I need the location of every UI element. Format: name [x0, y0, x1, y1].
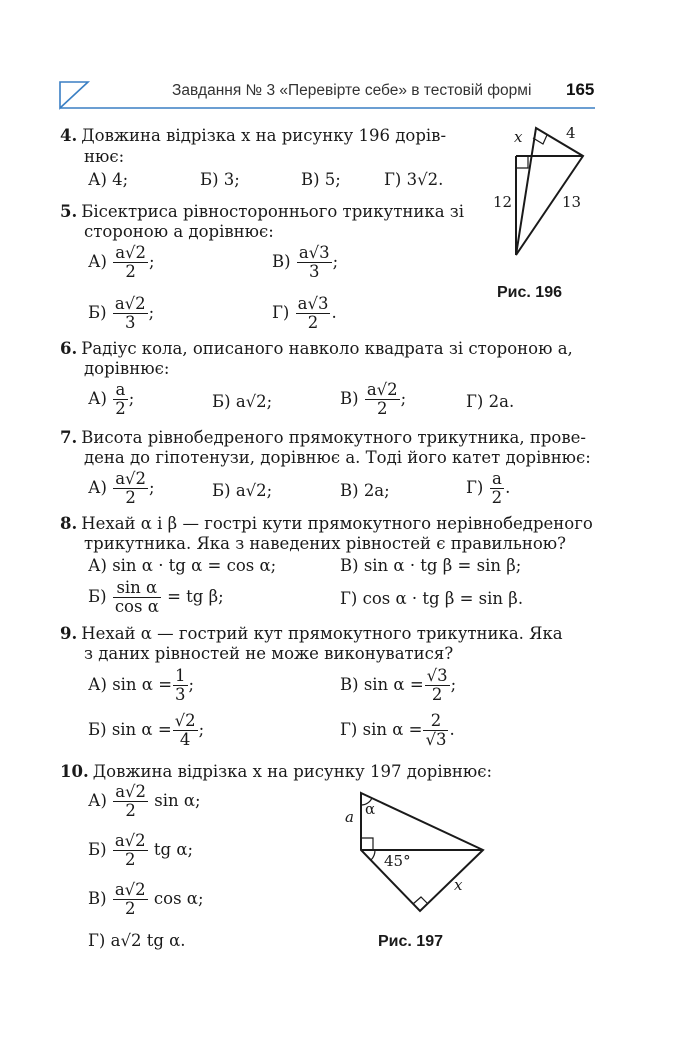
figure-197-label-a: a	[345, 808, 354, 826]
problem-7-option-g: Г) $\frac{a}{2}$ .	[466, 469, 511, 507]
problem-5-line-2: стороною a дорівнює:	[84, 222, 274, 241]
problem-8-option-v: В) sin α · tg β = sin β;	[340, 556, 522, 575]
problem-5-option-b: Б) $\frac{a√2}{3}$ ;	[88, 294, 155, 332]
problem-6-option-a: А) $\frac{a}{2}$ ;	[88, 380, 135, 418]
figure-196-label-13: 13	[562, 193, 582, 211]
problem-8-option-g: Г) cos α · tg β = sin β.	[340, 589, 524, 608]
problem-9-line-2: з даних рівностей не може виконуватися?	[84, 644, 454, 663]
problem-4-option-g: Г) 3√2.	[384, 170, 444, 189]
problem-4-line-2: нює:	[84, 147, 125, 166]
problem-5-option-v: В) $\frac{a√3}{3}$ ;	[272, 243, 339, 281]
figure-197-label-x: x	[454, 876, 463, 894]
problem-5-line-1: 5. Бісектриса рівностороннього трикутника зі	[60, 202, 465, 221]
problem-5-option-a: А) $\frac{a√2}{2}$ ;	[88, 243, 155, 281]
problem-5-option-g: Г) $\frac{a√3}{2}$ .	[272, 294, 337, 332]
problem-9-option-b: Б) sin α = $\frac{√2}{4}$ ;	[88, 711, 205, 749]
problem-10-option-g: Г) a√2 tg α.	[88, 931, 186, 950]
problem-7-line-1: 7. Висота рівнобедреного прямокутного трикутника, прове-	[60, 428, 586, 447]
problem-10-option-b: Б) $\frac{a√2}{2}$ tg α;	[88, 831, 194, 869]
problem-7-option-a: А) $\frac{a√2}{2}$ ;	[88, 469, 155, 507]
problem-8-line-2: трикутника. Яка з наведених рівностей є правильною?	[84, 534, 567, 553]
figure-196-label-12: 12	[493, 193, 513, 211]
problem-6-line-1: 6. Радіус кола, описаного навколо квадрата зі стороною a,	[60, 339, 573, 358]
problem-9-option-v: В) sin α = $\frac{√3}{2}$ ;	[340, 666, 457, 704]
problem-8-option-a: А) sin α · tg α = cos α;	[88, 556, 277, 575]
problem-9-line-1: 9. Нехай α — гострий кут прямокутного трикутника. Яка	[60, 624, 563, 643]
problem-6-option-v: В) $\frac{a√2}{2}$ ;	[340, 380, 407, 418]
figure-197-caption: Рис. 197	[378, 933, 443, 950]
problem-6-option-b: Б) a√2;	[212, 392, 273, 411]
problem-10-option-v: В) $\frac{a√2}{2}$ cos α;	[88, 880, 204, 918]
header-title: Завдання № 3 «Перевірте себе» в тестовій формі	[172, 82, 532, 99]
problem-4-option-v: В) 5;	[301, 170, 341, 189]
problem-9-option-a: А) sin α = $\frac{1}{3}$ ;	[88, 666, 195, 704]
problem-8-line-1: 8. Нехай α і β — гострі кути прямокутного нерівнобедреного	[60, 514, 593, 533]
problem-6-option-g: Г) 2a.	[466, 392, 515, 411]
problem-4-option-b: Б) 3;	[200, 170, 240, 189]
problem-10-line-1: 10. Довжина відрізка x на рисунку 197 дорівнює:	[60, 762, 493, 781]
figure-197-label-alpha: α	[365, 800, 376, 818]
problem-4-line-1: 4. Довжина відрізка x на рисунку 196 дорів-	[60, 126, 447, 145]
problem-7-line-2: дена до гіпотенузи, дорівнює a. Тоді його катет дорівнює:	[84, 448, 591, 467]
problem-8-option-b: Б) $\frac{\text{sin α}}{\text{cos α}}$ = tg β;	[88, 578, 224, 616]
figure-196-label-4: 4	[566, 124, 576, 142]
problem-4-option-a: А) 4;	[88, 170, 129, 189]
figure-197-label-45: 45°	[384, 852, 411, 870]
problem-10-option-a: А) $\frac{a√2}{2}$ sin α;	[88, 782, 201, 820]
problem-7-option-b: Б) a√2;	[212, 481, 273, 500]
problem-9-option-g: Г) sin α = $\frac{2}{√3}$ .	[340, 711, 455, 749]
page-number: 165	[566, 80, 595, 99]
figure-196-caption: Рис. 196	[497, 284, 562, 301]
figure-196-label-x: x	[514, 128, 523, 146]
problem-7-option-v: В) 2a;	[340, 481, 390, 500]
problem-6-line-2: дорівнює:	[84, 359, 170, 378]
